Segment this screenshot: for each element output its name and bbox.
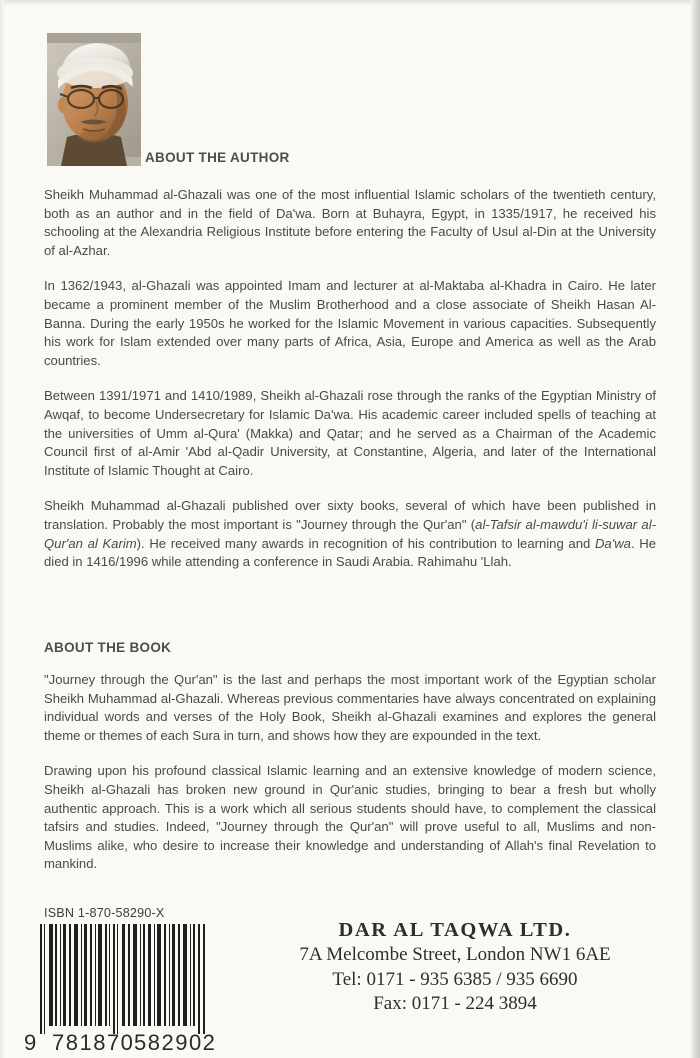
page-edge-left: [0, 0, 4, 1058]
author-bio-paragraph-2: In 1362/1943, al-Ghazali was appointed Imam and lecturer at al-Maktaba al-Khadra in Cairo. He later became a prominent member of the Muslim Brotherhood and a close associate of Sheikh Hasan Al-Banna. During the early 1950s he worked for the Islamic Movement in various capacities. Subsequently his work for Islam extended over many parts of Africa, Asia, Europe and America as well as the Arab countries.: [44, 278, 656, 368]
author-bio-p4-segment-1: Sheikh Muhammad al-Ghazali published over sixty books, several of which have been published in translation. Probably the most important is "Journey through the Qur'an" (: [44, 498, 656, 532]
publisher-block: [255, 918, 655, 1017]
author-bio-p4-italic-title: al-Tafsir al-mawdu'i li-suwar al-Qur'an al Karim: [44, 516, 656, 551]
publisher-fax: Fax: 0171 - 224 3894: [373, 993, 537, 1014]
barcode-digit-group-1: 781870: [52, 1030, 135, 1055]
barcode-digit-prefix: 9: [24, 1030, 37, 1055]
book-description-text: [44, 671, 656, 874]
page-edge-right: [691, 0, 700, 1058]
page-edge-top: [0, 0, 700, 5]
barcode-digit-group-2: 582902: [134, 1030, 217, 1055]
author-biography-text: [44, 186, 656, 572]
author-bio-p4-italic-dawa: Da'wa: [594, 535, 631, 551]
about-the-book-heading: ABOUT THE BOOK: [44, 640, 172, 655]
publisher-address: 7A Melcombe Street, London NW1 6AE: [299, 944, 611, 965]
about-the-author-heading: ABOUT THE AUTHOR: [145, 150, 290, 165]
publisher-name: DAR AL TAQWA LTD.: [338, 919, 572, 941]
publisher-telephone: Tel: 0171 - 935 6385 / 935 6690: [332, 968, 578, 990]
author-portrait-photo: [47, 33, 141, 166]
barcode-bars-graphic: [38, 924, 208, 1034]
author-bio-paragraph-4: [44, 497, 656, 571]
book-desc-paragraph-2: Drawing upon his profound classical Islamic learning and an extensive knowledge of modern science, Sheikh al-Ghazali has broken new ground in Qur'anic studies, bringing to bear a fresh but wholly authentic approach. This is a work which all serious students should have, to complement the classical tafsirs and studies. Indeed, "Journey through the Qur'an" will prove useful to all, Muslims and non-Muslims alike, who desire to increase their knowledge and understanding of Allah's final Revelation to mankind.: [44, 763, 656, 872]
isbn-label: ISBN 1-870-58290-X: [44, 906, 165, 920]
author-bio-p4-segment-2: ). He received many awards in recognition of his contribution to learning and: [136, 535, 595, 551]
author-bio-paragraph-1: Sheikh Muhammad al-Ghazali was one of the most influential Islamic scholars of the twentieth century, both as an author and in the field of Da'wa. Born at Buhayra, Egypt, in 1335/1917, he received his schooling at the Alexandria Religious Institute before entering the Faculty of Usul al-Din at the University of al-Azhar.: [44, 187, 656, 258]
author-bio-p4-segment-3: . He died in 1416/1996 while attending a conference in Saudi Arabia. Rahimahu 'Llah.: [44, 535, 657, 570]
author-bio-paragraph-3: Between 1391/1971 and 1410/1989, Sheikh al-Ghazali rose through the ranks of the Egyptian Ministry of Awqaf, to become Undersecretary for Islamic Da'wa. His academic career included spells of teaching at the universities of Umm al-Qura' (Makka) and Qatar; and he served as a Chairman of the Academic Council first of al-Amir 'Abd al-Qadir University, at Constantine, Algeria, and later of the International Institute of Islamic Thought at Cairo.: [44, 388, 656, 478]
book-desc-paragraph-1: "Journey through the Qur'an" is the last and perhaps the most important work of the Egyptian scholar Sheikh Muhammad al-Ghazali. Whereas previous commentaries have always concentrated on explaining individual words and verses of the Holy Book, Sheikh al-Ghazali examines and explores the general theme or themes of each Sura in turn, and shows how they are expounded in the text.: [44, 672, 656, 743]
